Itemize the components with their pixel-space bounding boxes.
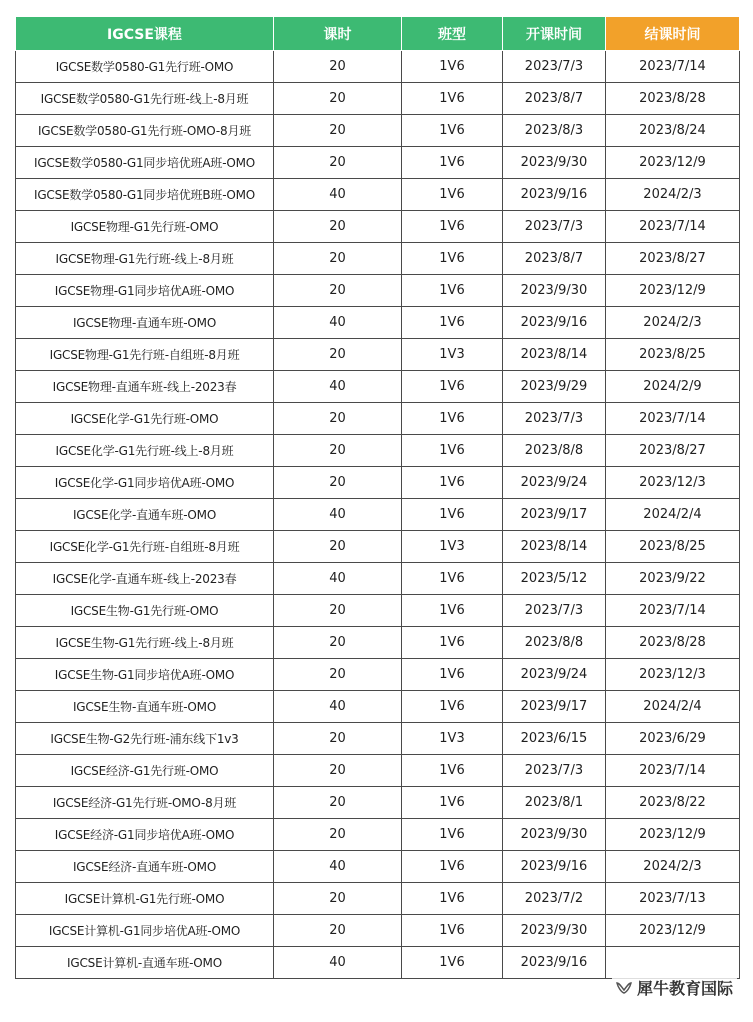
cell-start-date: 2023/9/16 [503,851,606,883]
cell-course-name: IGCSE计算机-G1先行班-OMO [16,883,274,915]
cell-start-date: 2023/9/16 [503,947,606,979]
table-row [16,563,740,595]
cell-end-date: 2023/9/22 [606,563,740,595]
table-row [16,851,740,883]
cell-hours: 40 [274,499,402,531]
cell-hours: 20 [274,915,402,947]
cell-start-date: 2023/9/17 [503,691,606,723]
table-row [16,883,740,915]
cell-hours: 20 [274,243,402,275]
cell-hours: 20 [274,115,402,147]
cell-course-name: IGCSE物理-直通车班-线上-2023春 [16,371,274,403]
cell-hours: 20 [274,467,402,499]
cell-end-date: 2023/7/14 [606,595,740,627]
cell-end-date: 2023/8/28 [606,83,740,115]
cell-hours: 40 [274,851,402,883]
table-row [16,51,740,83]
header-start-date: 开课时间 [503,17,606,51]
cell-class-type: 1V6 [402,499,503,531]
cell-end-date: 2023/8/22 [606,787,740,819]
header-class-type: 班型 [402,17,503,51]
cell-course-name: IGCSE数学0580-G1先行班-OMO-8月班 [16,115,274,147]
table-row [16,147,740,179]
cell-class-type: 1V6 [402,147,503,179]
cell-course-name: IGCSE化学-G1先行班-OMO [16,403,274,435]
cell-class-type: 1V6 [402,211,503,243]
cell-end-date: 2023/7/14 [606,211,740,243]
cell-start-date: 2023/9/24 [503,659,606,691]
cell-course-name: IGCSE计算机-G1同步培优A班-OMO [16,915,274,947]
watermark-text: 犀牛教育国际 [636,979,733,998]
cell-course-name: IGCSE化学-直通车班-线上-2023春 [16,563,274,595]
cell-class-type: 1V6 [402,83,503,115]
table-row [16,115,740,147]
cell-hours: 20 [274,531,402,563]
cell-end-date: 2023/8/25 [606,531,740,563]
cell-end-date: 2023/12/9 [606,819,740,851]
course-table [15,16,740,979]
cell-class-type: 1V6 [402,115,503,147]
cell-end-date: 2023/8/25 [606,339,740,371]
cell-start-date: 2023/8/3 [503,115,606,147]
cell-end-date: 2023/12/9 [606,275,740,307]
cell-course-name: IGCSE数学0580-G1先行班-OMO [16,51,274,83]
cell-hours: 40 [274,691,402,723]
table-row [16,339,740,371]
cell-class-type: 1V6 [402,883,503,915]
cell-start-date: 2023/7/3 [503,595,606,627]
cell-class-type: 1V3 [402,339,503,371]
cell-end-date: 2023/12/9 [606,915,740,947]
cell-start-date: 2023/8/7 [503,243,606,275]
cell-end-date: 2023/7/14 [606,755,740,787]
cell-start-date: 2023/9/30 [503,275,606,307]
cell-course-name: IGCSE经济-G1同步培优A班-OMO [16,819,274,851]
header-course: IGCSE课程 [16,17,274,51]
table-row [16,531,740,563]
cell-end-date: 2023/6/29 [606,723,740,755]
cell-hours: 20 [274,755,402,787]
cell-class-type: 1V6 [402,755,503,787]
cell-start-date: 2023/7/3 [503,51,606,83]
cell-start-date: 2023/7/3 [503,403,606,435]
table-row [16,83,740,115]
cell-class-type: 1V6 [402,179,503,211]
cell-class-type: 1V6 [402,307,503,339]
table-row [16,179,740,211]
cell-end-date: 2023/7/13 [606,883,740,915]
cell-course-name: IGCSE生物-G1同步培优A班-OMO [16,659,274,691]
cell-hours: 40 [274,371,402,403]
table-row [16,723,740,755]
header-end-date: 结课时间 [606,17,740,51]
cell-hours: 20 [274,339,402,371]
cell-course-name: IGCSE化学-G1先行班-自组班-8月班 [16,531,274,563]
cell-start-date: 2023/8/1 [503,787,606,819]
cell-class-type: 1V6 [402,947,503,979]
cell-course-name: IGCSE物理-G1先行班-线上-8月班 [16,243,274,275]
cell-course-name: IGCSE数学0580-G1同步培优班A班-OMO [16,147,274,179]
course-schedule [15,16,739,979]
cell-end-date: 2024/2/3 [606,851,740,883]
cell-course-name: IGCSE化学-G1先行班-线上-8月班 [16,435,274,467]
cell-class-type: 1V6 [402,595,503,627]
cell-end-date: 2024/2/4 [606,499,740,531]
table-row [16,595,740,627]
cell-end-date: 2023/8/27 [606,243,740,275]
cell-course-name: IGCSE生物-直通车班-OMO [16,691,274,723]
cell-end-date: 2023/8/27 [606,435,740,467]
cell-class-type: 1V6 [402,627,503,659]
cell-class-type: 1V6 [402,691,503,723]
cell-course-name: IGCSE物理-直通车班-OMO [16,307,274,339]
table-row [16,371,740,403]
cell-start-date: 2023/5/12 [503,563,606,595]
table-row [16,435,740,467]
cell-end-date: 2023/8/24 [606,115,740,147]
cell-hours: 20 [274,595,402,627]
cell-course-name: IGCSE物理-G1先行班-OMO [16,211,274,243]
cell-start-date: 2023/8/14 [503,339,606,371]
cell-course-name: IGCSE经济-G1先行班-OMO [16,755,274,787]
cell-hours: 40 [274,947,402,979]
cell-start-date: 2023/9/29 [503,371,606,403]
cell-start-date: 2023/8/8 [503,627,606,659]
cell-hours: 20 [274,627,402,659]
cell-hours: 40 [274,307,402,339]
cell-hours: 20 [274,275,402,307]
cell-course-name: IGCSE数学0580-G1先行班-线上-8月班 [16,83,274,115]
cell-hours: 20 [274,819,402,851]
cell-class-type: 1V6 [402,915,503,947]
cell-start-date: 2023/9/17 [503,499,606,531]
cell-start-date: 2023/8/8 [503,435,606,467]
cell-end-date: 2023/12/3 [606,467,740,499]
cell-course-name: IGCSE物理-G1同步培优A班-OMO [16,275,274,307]
cell-hours: 20 [274,883,402,915]
cell-end-date: 2023/12/9 [606,147,740,179]
cell-class-type: 1V6 [402,659,503,691]
watermark [612,975,737,1000]
cell-course-name: IGCSE经济-G1先行班-OMO-8月班 [16,787,274,819]
table-row [16,403,740,435]
table-header-row [16,17,740,51]
cell-start-date: 2023/6/15 [503,723,606,755]
cell-hours: 40 [274,179,402,211]
cell-class-type: 1V3 [402,723,503,755]
cell-start-date: 2023/9/16 [503,307,606,339]
cell-hours: 20 [274,723,402,755]
cell-class-type: 1V6 [402,275,503,307]
cell-start-date: 2023/7/2 [503,883,606,915]
table-row [16,915,740,947]
cell-end-date: 2023/7/14 [606,403,740,435]
cell-course-name: IGCSE计算机-直通车班-OMO [16,947,274,979]
cell-course-name: IGCSE化学-G1同步培优A班-OMO [16,467,274,499]
cell-end-date: 2024/2/4 [606,691,740,723]
cell-course-name: IGCSE化学-直通车班-OMO [16,499,274,531]
table-row [16,787,740,819]
cell-class-type: 1V3 [402,531,503,563]
cell-hours: 40 [274,563,402,595]
cell-class-type: 1V6 [402,51,503,83]
cell-course-name: IGCSE生物-G1先行班-线上-8月班 [16,627,274,659]
cell-start-date: 2023/9/30 [503,147,606,179]
table-row [16,659,740,691]
cell-course-name: IGCSE生物-G1先行班-OMO [16,595,274,627]
cell-hours: 20 [274,659,402,691]
cell-end-date: 2024/2/3 [606,179,740,211]
cell-course-name: IGCSE数学0580-G1同步培优班B班-OMO [16,179,274,211]
cell-hours: 20 [274,147,402,179]
cell-class-type: 1V6 [402,403,503,435]
table-row [16,307,740,339]
cell-hours: 20 [274,403,402,435]
table-row [16,819,740,851]
cell-hours: 20 [274,51,402,83]
table-row [16,499,740,531]
cell-end-date: 2024/2/9 [606,371,740,403]
cell-course-name: IGCSE经济-直通车班-OMO [16,851,274,883]
cell-start-date: 2023/9/30 [503,915,606,947]
table-row [16,275,740,307]
cell-class-type: 1V6 [402,819,503,851]
cell-hours: 20 [274,211,402,243]
table-row [16,627,740,659]
cell-start-date: 2023/9/24 [503,467,606,499]
wechat-channel-icon [616,981,632,995]
cell-class-type: 1V6 [402,851,503,883]
cell-start-date: 2023/8/7 [503,83,606,115]
cell-hours: 20 [274,435,402,467]
cell-end-date [606,947,740,979]
cell-course-name: IGCSE物理-G1先行班-自组班-8月班 [16,339,274,371]
cell-class-type: 1V6 [402,563,503,595]
cell-start-date: 2023/8/14 [503,531,606,563]
cell-course-name: IGCSE生物-G2先行班-浦东线下1v3 [16,723,274,755]
cell-start-date: 2023/9/30 [503,819,606,851]
cell-class-type: 1V6 [402,467,503,499]
table-row [16,691,740,723]
cell-class-type: 1V6 [402,243,503,275]
cell-class-type: 1V6 [402,435,503,467]
cell-start-date: 2023/7/3 [503,755,606,787]
table-row [16,467,740,499]
cell-hours: 20 [274,83,402,115]
cell-start-date: 2023/7/3 [503,211,606,243]
cell-end-date: 2023/7/14 [606,51,740,83]
cell-end-date: 2023/8/28 [606,627,740,659]
table-row [16,755,740,787]
cell-hours: 20 [274,787,402,819]
header-hours: 课时 [274,17,402,51]
cell-start-date: 2023/9/16 [503,179,606,211]
cell-end-date: 2024/2/3 [606,307,740,339]
table-row [16,243,740,275]
table-row [16,211,740,243]
cell-class-type: 1V6 [402,371,503,403]
table-body [16,51,740,979]
cell-class-type: 1V6 [402,787,503,819]
cell-end-date: 2023/12/3 [606,659,740,691]
table-row [16,947,740,979]
